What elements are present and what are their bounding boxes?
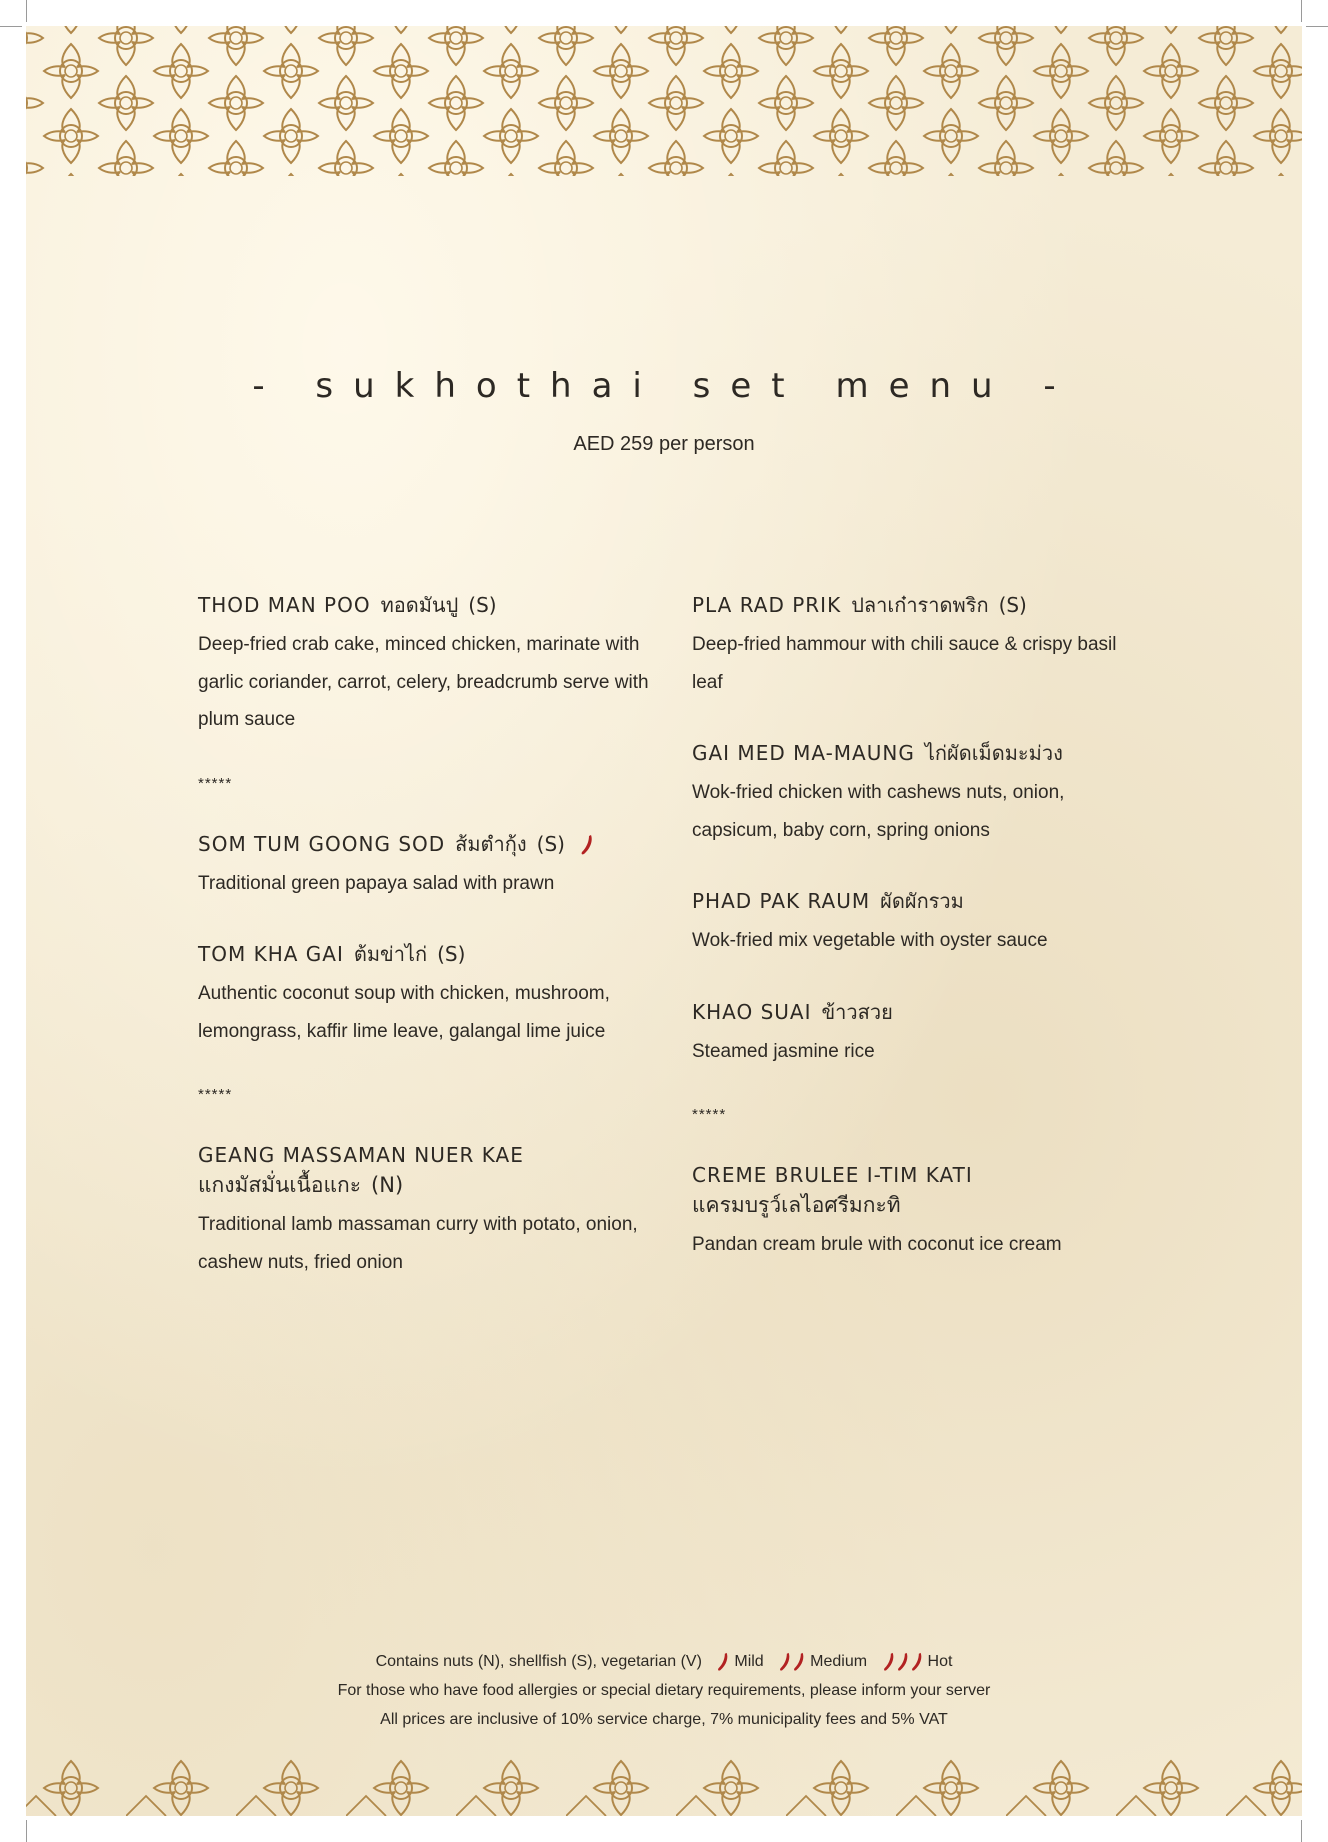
allergen-tag: (S) [468, 593, 497, 617]
left-menu-column [198, 590, 658, 1318]
dish-name: GEANG MASSAMAN NUER KAE [198, 1143, 524, 1167]
menu-footer [0, 1647, 1328, 1734]
dish-name: TOM KHA GAI [198, 942, 344, 966]
dish-name: GAI MED MA-MAUNG [692, 741, 915, 765]
crop-mark [26, 0, 27, 22]
course-separator: ***** [692, 1106, 727, 1123]
top-ornament-border [26, 26, 1302, 176]
dish-thai-name: แครมบรูว์เลไอศรีมกะทิ [692, 1193, 901, 1217]
dish-thai-name: ผัดผักรวม [880, 889, 964, 913]
allergen-tag: (S) [437, 942, 466, 966]
dish-name: PHAD PAK RAUM [692, 889, 871, 913]
dish-description: Deep-fried hammour with chili sauce & crispy basil leaf [692, 634, 1117, 693]
dish-thai-name: ไก่ผัดเม็ดมะม่วง [924, 741, 1063, 765]
mild-label: Mild [734, 1653, 764, 1670]
chili-icon [716, 1651, 730, 1673]
dish-thai-name: ปลาเก๋าราดพริก [851, 593, 989, 617]
dish-description: Wok-fried chicken with cashews nuts, onion, capsicum, baby corn, spring onions [692, 782, 1065, 841]
dish-description: Traditional lamb massaman curry with potato, onion, cashew nuts, fried onion [198, 1214, 638, 1273]
dish-description: Traditional green papaya salad with prawn [198, 872, 555, 894]
medium-label: Medium [810, 1653, 868, 1670]
dish-name: PLA RAD PRIK [692, 593, 842, 617]
dish-thai-name: แกงมัสมั่นเนื้อแกะ [198, 1173, 362, 1197]
allergy-notice: For those who have food allergies or special dietary requirements, please inform your server [337, 1682, 991, 1699]
crop-mark [26, 1820, 27, 1842]
menu-item [692, 1160, 1152, 1264]
dish-thai-name: ส้มตำกุ้ง [455, 831, 527, 856]
dish-name: SOM TUM GOONG SOD [198, 831, 446, 856]
bottom-ornament-border [26, 1756, 1302, 1816]
dish-name: CREME BRULEE I-TIM KATI [692, 1163, 973, 1187]
price-notice: All prices are inclusive of 10% service charge, 7% municipality fees and 5% VAT [380, 1711, 948, 1728]
dish-thai-name: ทอดมันปู [380, 593, 459, 617]
course-separator: ***** [198, 774, 233, 792]
crop-mark [1306, 26, 1328, 27]
dish-description: Authentic coconut soup with chicken, mushroom, lemongrass, kaffir lime leave, galangal lime juice [198, 983, 610, 1042]
menu-item [692, 738, 1152, 849]
menu-item [198, 939, 658, 1050]
legend-row [0, 1647, 1328, 1676]
crop-mark [1301, 1820, 1302, 1842]
dish-name: THOD MAN POO [198, 593, 371, 617]
menu-item [692, 590, 1152, 701]
right-menu-column [692, 590, 1152, 1301]
dish-description: Steamed jasmine rice [692, 1040, 875, 1062]
menu-item [198, 1140, 658, 1281]
menu-item [692, 886, 1152, 960]
allergen-tag: (S) [998, 593, 1027, 617]
chili-icon [778, 1651, 806, 1673]
crop-mark [0, 26, 22, 27]
hot-label: Hot [927, 1653, 953, 1670]
dish-thai-name: ข้าวสวย [821, 999, 893, 1024]
crop-mark [1301, 0, 1302, 22]
allergen-legend: Contains nuts (N), shellfish (S), vegetarian (V) [375, 1653, 702, 1670]
dish-name: KHAO SUAI [692, 999, 812, 1024]
menu-title: - sukhothai set menu - [252, 366, 1076, 406]
allergen-tag: (N) [371, 1173, 404, 1197]
chili-icon [580, 833, 594, 857]
dish-description: Pandan cream brule with coconut ice cream [692, 1234, 1062, 1255]
menu-item [198, 590, 658, 739]
menu-price: AED 259 per person [573, 433, 755, 455]
menu-item [692, 997, 1152, 1071]
dish-description: Deep-fried crab cake, minced chicken, marinate with garlic coriander, carrot, celery, breadcrumb serve with plum sauce [198, 634, 649, 730]
chili-icon [882, 1651, 924, 1673]
course-separator: ***** [198, 1086, 233, 1103]
allergen-tag: (S) [536, 831, 565, 856]
menu-item [198, 829, 658, 903]
dish-thai-name: ต้มข่าไก่ [353, 942, 428, 966]
dish-description: Wok-fried mix vegetable with oyster sauce [692, 930, 1048, 951]
